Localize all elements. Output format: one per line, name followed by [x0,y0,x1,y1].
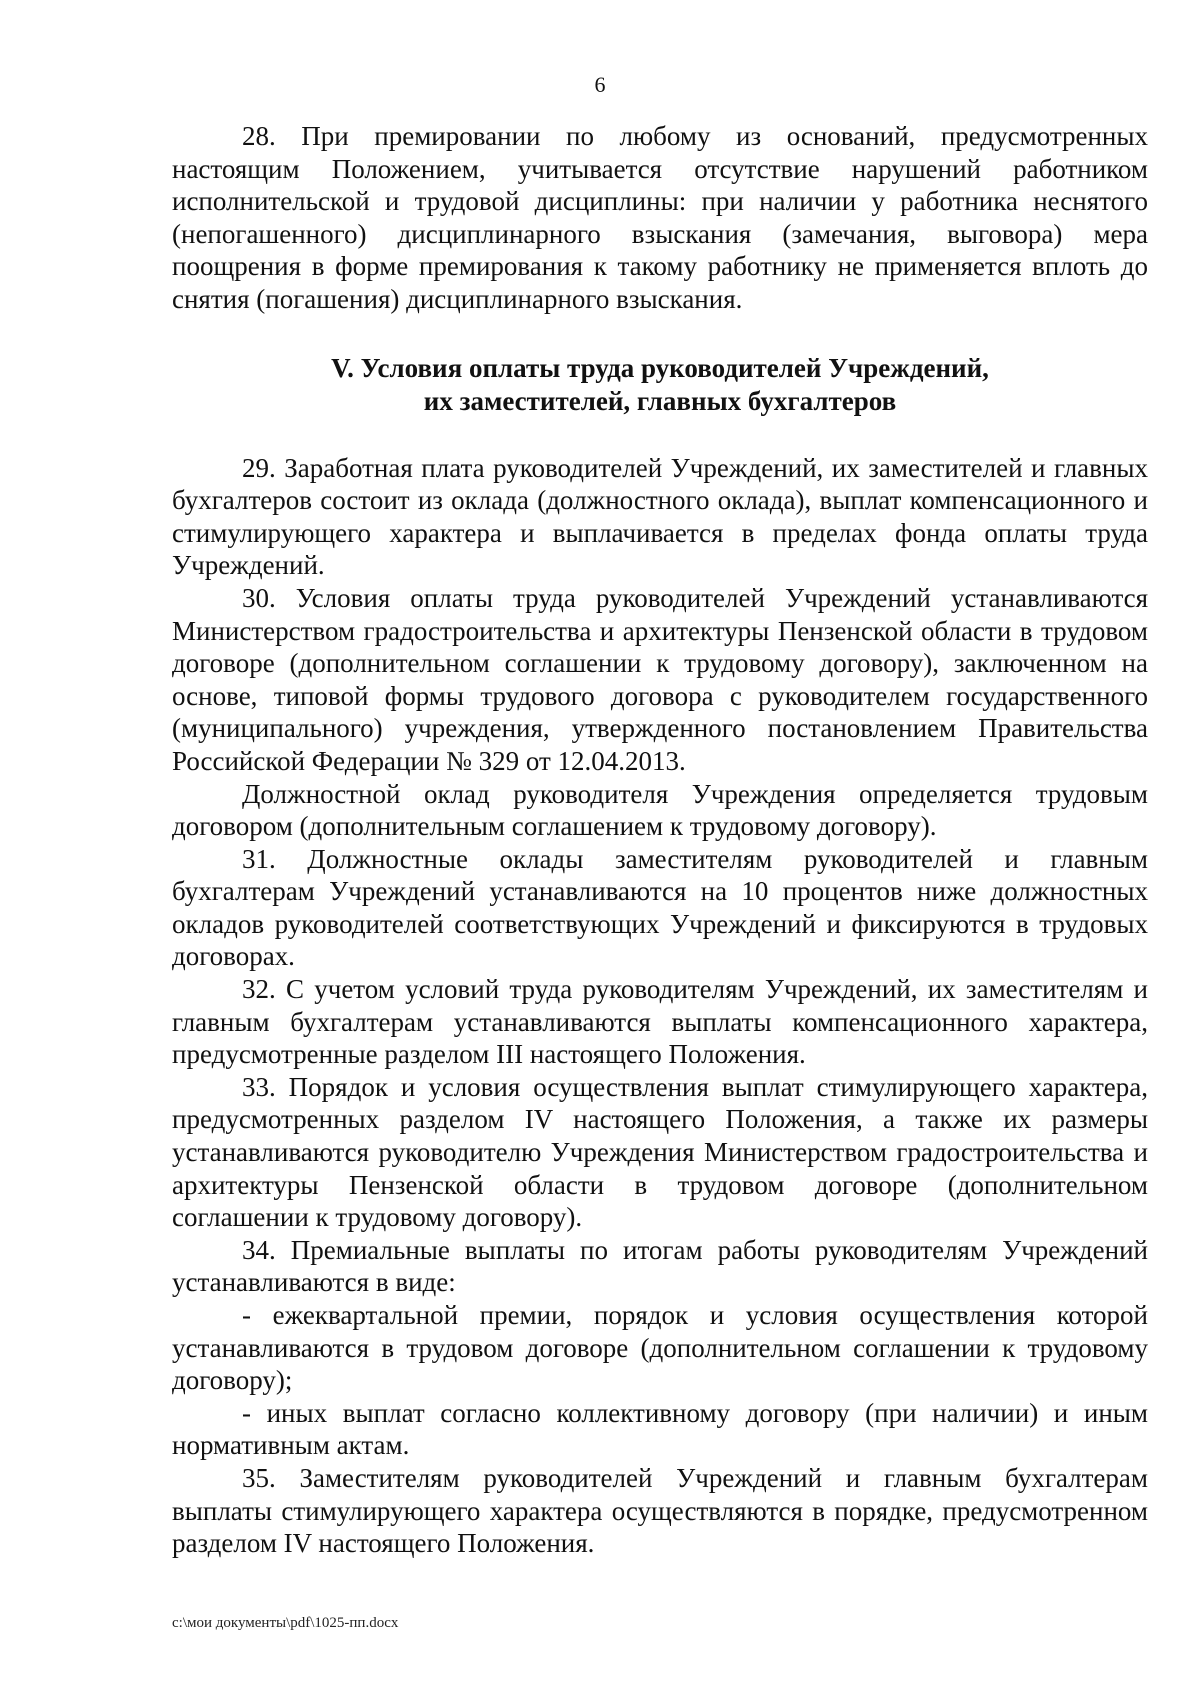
paragraph-34: 34. Премиальные выплаты по итогам работы руководителям Учреждений устанавливаются в виде: [172,1234,1148,1298]
paragraph-30-salary: Должностной оклад руководителя Учреждения определяется трудовым договором (дополнительным соглашением к трудовому договору). [172,778,1148,842]
list-item-quarterly-bonus: - ежеквартальной премии, порядок и условия осуществления которой устанавливаются в трудовом договоре (дополнительном соглашении к трудовому договору); [172,1300,1148,1396]
section-heading [172,352,1148,418]
list-item-other-payments: - иных выплат согласно коллективному договору (при наличии) и иным нормативным актам. [172,1397,1148,1461]
paragraph-30: 30. Условия оплаты труда руководителей Учреждений устанавливаются Министерством градостроительства и архитектуры Пензенской области в трудовом договоре (дополнительном соглашении к трудовому договору), заключенном на основе, типовой формы трудового договора с руководителем государственного (муниципального) учреждения, утвержденного постановлением Правительства Российской Федерации № 329 от 12.04.2013. [172,582,1148,776]
paragraph-31: 31. Должностные оклады заместителям руководителей и главным бухгалтерам Учреждений устанавливаются на 10 процентов ниже должностных окладов руководителей соответствующих Учреждений и фиксируются в трудовых договорах. [172,843,1148,972]
paragraph-28: 28. При премировании по любому из оснований, предусмотренных настоящим Положением, учитывается отсутствие нарушений работником исполнительской и трудовой дисциплины: при наличии у работника неснятого (непогашенного) дисциплинарного взыскания (замечания, выговора) мера поощрения в форме премирования к такому работнику не применяется вплоть до снятия (погашения) дисциплинарного взыскания. [172,121,1148,314]
paragraph-29: 29. Заработная плата руководителей Учреждений, их заместителей и главных бухгалтеров состоит из оклада (должностного оклада), выплат компенсационного и стимулирующего характера и выплачивается в пределах фонда оплаты труда Учреждений. [172,452,1148,581]
document-body [172,120,1148,1560]
paragraph-32: 32. С учетом условий труда руководителям Учреждений, их заместителям и главным бухгалтерам устанавливаются выплаты компенсационного характера, предусмотренные разделом III настоящего Положения. [172,974,1148,1070]
paragraph-33: 33. Порядок и условия осуществления выплат стимулирующего характера, предусмотренных разделом IV настоящего Положения, а также их размеры устанавливаются руководителю Учреждения Министерством градостроительства и архитектуры Пензенской области в трудовом договоре (дополнительном соглашении к трудовому договору). [172,1071,1148,1233]
section-heading-line-2: их заместителей, главных бухгалтеров [423,385,897,416]
section-heading-line-1: V. Условия оплаты труда руководителей Учреждений, [331,352,989,383]
footer-file-path: c:\мои документы\pdf\1025-пп.docx [172,1615,399,1631]
paragraph-35: 35. Заместителям руководителей Учреждений и главным бухгалтерам выплаты стимулирующего характера осуществляются в порядке, предусмотренном разделом IV настоящего Положения. [172,1462,1148,1559]
page-number: 6 [594,72,606,97]
